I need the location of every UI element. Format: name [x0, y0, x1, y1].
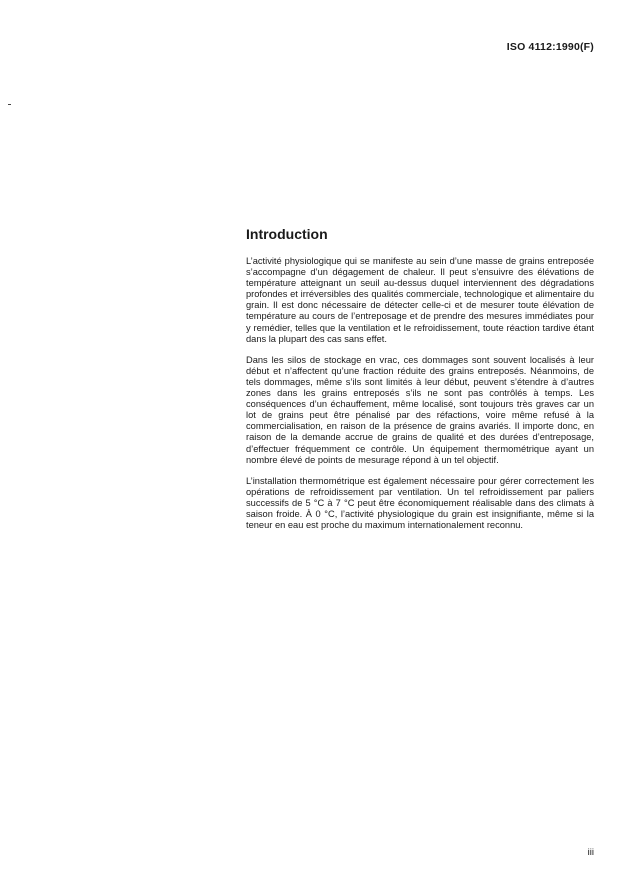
section-title: Introduction	[246, 226, 328, 242]
standard-reference-header: ISO 4112:1990(F)	[506, 41, 594, 53]
main-content	[246, 224, 594, 541]
paragraph-1: L’activité physiologique qui se manifeste au sein d’une masse de grains entreposée s’accompagne d’un dégagement de chaleur. Il peut s’ensuivre des élévations de température atteignant un seuil au-dessus duquel interviennent des dégradations profondes et irréversibles des qualités commerciale, technologique et alimentaire du grain. Il est donc nécessaire de détecter celle-ci et de mesurer toute élévation de température au cours de l’entreposage et de prendre des mesures immédiates pour y remédier, telles que la ventilation et le refroidissement, toute réaction tardive étant dans la plupart des cas sans effet.	[246, 256, 594, 344]
paragraph-2: Dans les silos de stockage en vrac, ces dommages sont souvent localisés à leur début et n’affectent qu’une fraction réduite des grains entreposés. Néanmoins, de tels dommages, même s’ils sont limités à leur début, peuvent s’étendre à d’autres zones dans les grains entreposés s’ils ne sont pas contrôlés à temps. Les conséquences d’un échauffement, même localisé, sont toujours très graves car un lot de grains peut être pénalisé par des réfactions, voire même refusé à la commercialisation, en raison de la présence de grains avariés. Il importe donc, en raison de la demande accrue de grains de qualité et des durées d’entreposage, d’effectuer fréquemment ce contrôle. Un équipement thermométrique ayant un nombre élevé de points de mesurage répond à un tel objectif.	[246, 354, 594, 465]
paragraph-3: L’installation thermométrique est également nécessaire pour gérer correctement les opérations de refroidissement par ventilation. Un tel refroidissement par paliers successifs de 5 °C à 7 °C peut être économiquement réalisable dans des climats à saison froide. À 0 °C, l’activité physiologique du grain est insignifiante, même si la teneur en eau est proche du maximum internationalement reconnu.	[246, 475, 594, 531]
margin-mark	[8, 104, 11, 105]
page-number: iii	[587, 847, 594, 858]
